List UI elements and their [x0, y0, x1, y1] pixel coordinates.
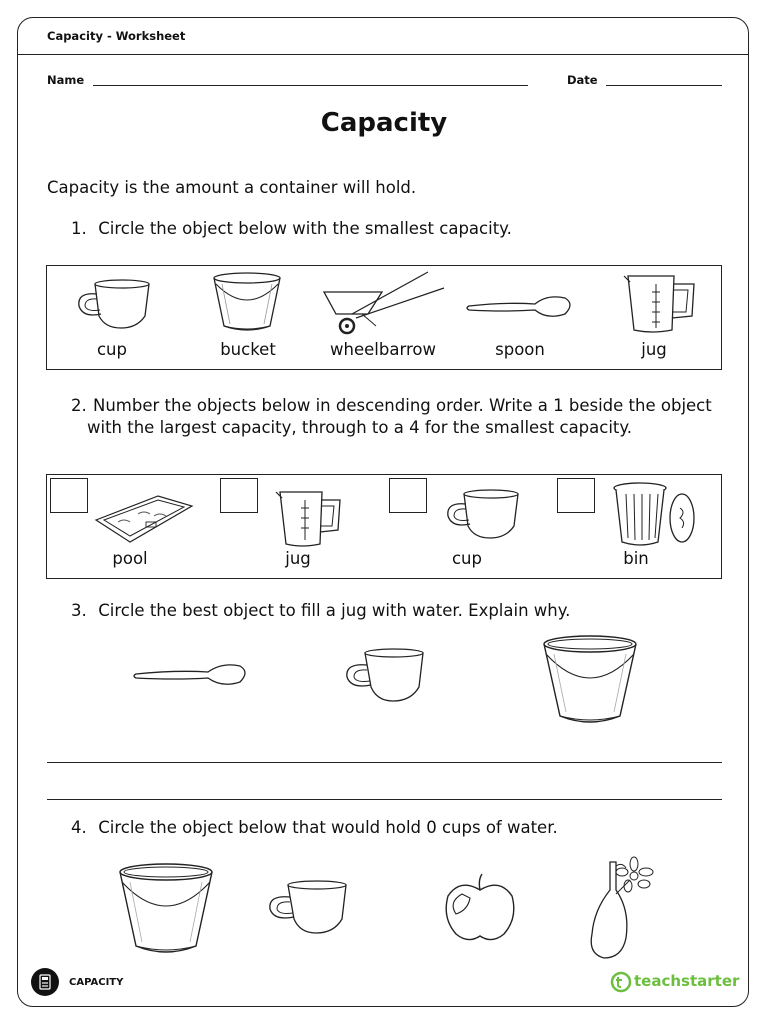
jug-icon[interactable] [622, 272, 698, 336]
intro-text: Capacity is the amount a container will hold. [47, 178, 417, 197]
q1-item-spoon: spoon [495, 340, 545, 359]
answer-line-2[interactable] [47, 799, 722, 800]
bucket-icon[interactable] [540, 632, 640, 728]
q2-item-jug: jug [285, 549, 311, 568]
question-1-number: 1. [71, 219, 87, 238]
spoon-icon[interactable] [132, 660, 250, 690]
question-2 [71, 395, 731, 439]
answer-box-pool[interactable] [50, 478, 88, 513]
teachstarter-logo-icon [610, 971, 632, 997]
vase-icon[interactable] [586, 854, 658, 960]
question-3 [71, 600, 731, 622]
q1-item-jug: jug [641, 340, 667, 359]
answer-box-jug[interactable] [220, 478, 258, 513]
question-4 [71, 817, 731, 839]
worksheet-header [17, 17, 749, 55]
question-3-number: 3. [71, 601, 87, 620]
bucket-icon[interactable] [116, 860, 216, 958]
question-4-text: Circle the object below that would hold 0 cups of water. [98, 818, 558, 837]
calculator-icon [31, 968, 59, 996]
question-1-text: Circle the object below with the smallest capacity. [98, 219, 512, 238]
apple-icon[interactable] [442, 872, 518, 944]
page-title: Capacity [320, 108, 448, 138]
date-field[interactable] [606, 85, 722, 86]
answer-box-bin[interactable] [557, 478, 595, 513]
q1-item-bucket: bucket [220, 340, 276, 359]
brand-name[interactable]: teachstarter [634, 972, 740, 990]
q2-item-cup: cup [451, 549, 482, 568]
answer-line-1[interactable] [47, 762, 722, 763]
bin-icon [612, 480, 696, 548]
q1-item-wheelbarrow: wheelbarrow [330, 340, 436, 359]
cup-icon[interactable] [343, 645, 427, 705]
bucket-icon[interactable] [210, 270, 284, 336]
cup-icon[interactable] [73, 276, 153, 332]
question-2-number: 2. [71, 396, 87, 415]
question-2-text-line1: Number the objects below in descending order. Write a 1 beside the object [93, 396, 712, 415]
q1-item-cup: cup [96, 340, 127, 359]
spoon-icon[interactable] [465, 292, 573, 322]
name-label: Name [47, 73, 85, 87]
date-label: Date [567, 73, 598, 87]
q2-item-pool: pool [112, 549, 148, 568]
footer-label: CAPACITY [69, 977, 124, 988]
q2-item-bin: bin [623, 549, 649, 568]
question-3-text: Circle the best object to fill a jug with water. Explain why. [98, 601, 571, 620]
wheelbarrow-icon[interactable] [322, 270, 446, 336]
cup-icon [442, 486, 522, 542]
answer-box-cup[interactable] [389, 478, 427, 513]
jug-icon [274, 488, 344, 548]
worksheet-header-title: Capacity - Worksheet [47, 29, 186, 43]
pool-icon [94, 492, 194, 544]
question-2-text-line2: with the largest capacity, through to a 4 for the smallest capacity. [87, 418, 633, 437]
question-1 [71, 218, 731, 240]
cup-icon[interactable] [266, 877, 350, 937]
name-field[interactable] [93, 85, 528, 86]
question-4-number: 4. [71, 818, 87, 837]
